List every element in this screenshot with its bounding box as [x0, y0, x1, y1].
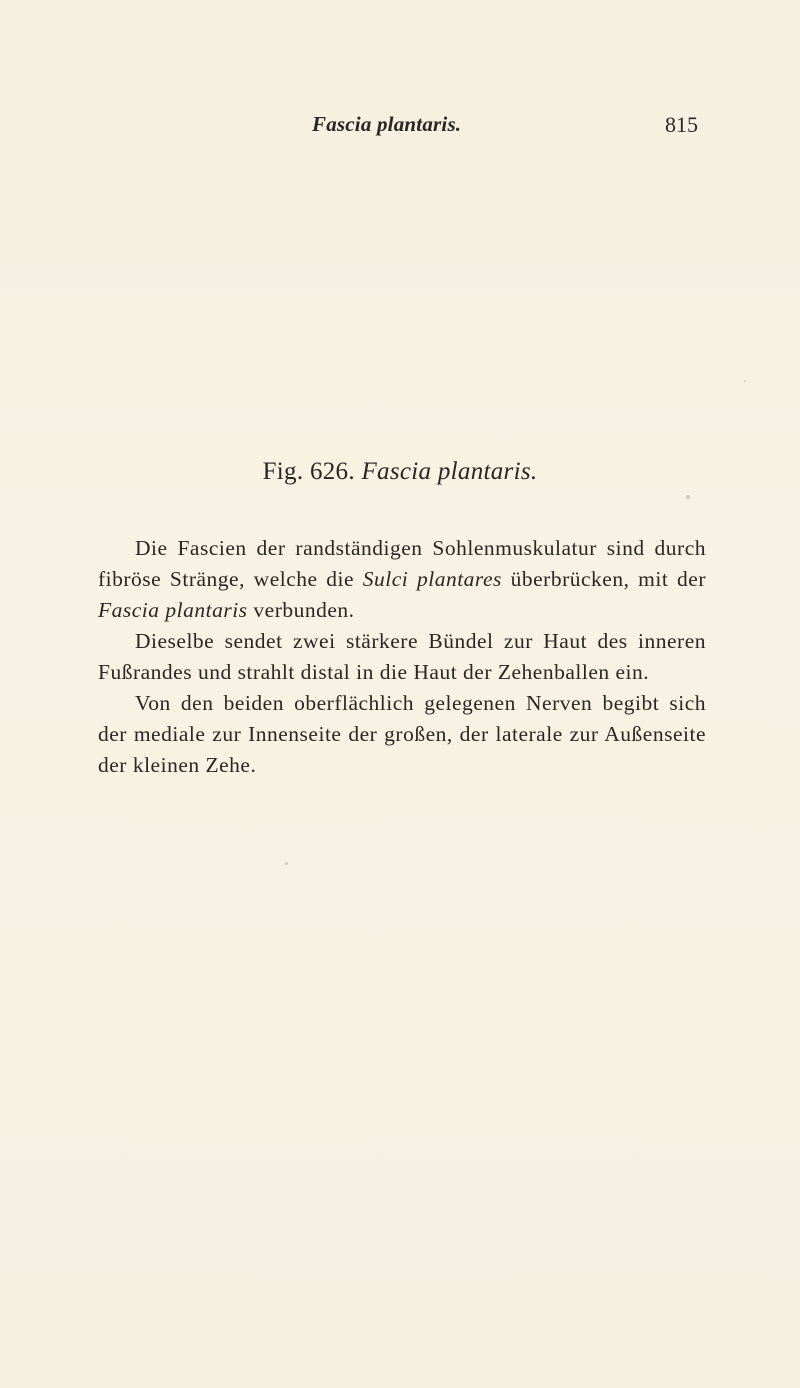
- paragraph-1-text-c: überbrücken, mit der: [501, 567, 706, 591]
- paragraph-3: Von den beiden oberflächlich gelegenen Nerven begibt sich der mediale zur Innenseite der großen, der laterale zur Außenseite der kleinen Zehe.: [98, 691, 706, 777]
- paragraph-1-text-e: verbunden.: [247, 598, 355, 622]
- figure-label: Fig. 626.: [262, 458, 355, 485]
- paper-speck: [285, 862, 288, 865]
- paragraph-2: Dieselbe sendet zwei stärkere Bündel zur Haut des inneren Fußrandes und strahlt distal in die Haut der Zehenballen ein.: [98, 629, 706, 684]
- figure-name: Fascia plantaris.: [361, 458, 538, 485]
- figure-caption: [0, 458, 800, 486]
- running-head: [0, 112, 800, 146]
- term-fascia-plantaris: Fascia plantaris: [98, 598, 248, 622]
- paper-speck: [686, 495, 690, 499]
- term-sulci-plantares: Sulci plantares: [362, 567, 502, 591]
- body-text: [98, 533, 706, 781]
- paper-speck: [744, 380, 746, 382]
- paragraph-1: [98, 533, 706, 626]
- paragraph-1-text-a: Die Fascien der randständigen Sohlenmuskulatur sind durch fibröse Stränge, welche die: [98, 536, 706, 591]
- page-number: 815: [665, 112, 698, 137]
- running-title: Fascia plantaris.: [312, 112, 462, 136]
